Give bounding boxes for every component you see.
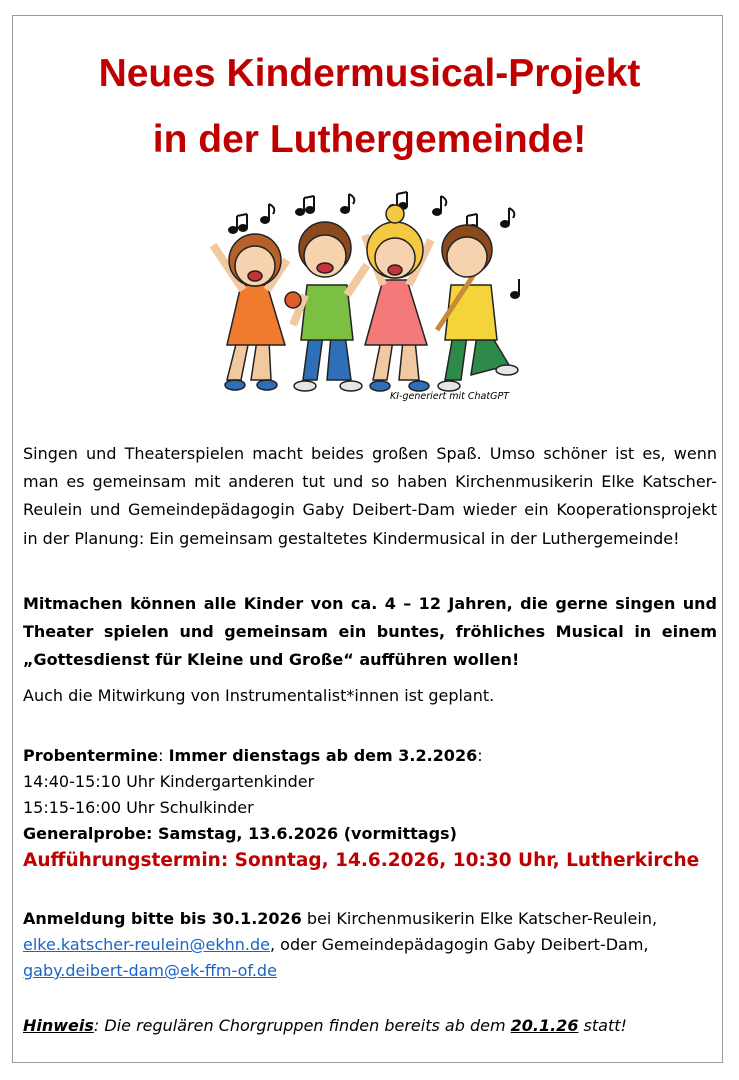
children-singing-illustration (205, 180, 535, 410)
hint-text: : Die regulären Chorgruppen finden bereits ab dem (93, 1016, 511, 1035)
registration-deadline: Anmeldung bitte bis 30.1.2026 (23, 909, 302, 928)
intro-paragraph: Singen und Theaterspielen macht beides großen Spaß. Umso schöner ist es, wenn man es gemeinsam mit anderen tut und so haben Kirchenmusikerin Elke Katscher-Reulein und Gemeindepädagogin Gaby Deibert-Dam wieder ein Kooperationsprojekt in der Planung: Ein gemeinsam gestaltetes Kindermusical in der Luthergemeinde! (23, 444, 717, 548)
schedule-colon: : (477, 746, 483, 765)
hint-end: statt! (578, 1016, 627, 1035)
performance-date: Aufführungstermin: Sonntag, 14.6.2026, 10:30 Uhr, Lutherkirche (23, 850, 700, 871)
registration-line-2 (23, 935, 649, 954)
title-line-2: in der Luthergemeinde! (152, 118, 587, 161)
registration-line-1 (23, 909, 657, 928)
email-link-gaby[interactable]: gaby.deibert-dam@ek-ffm-of.de (23, 961, 277, 980)
schedule-heading (23, 746, 483, 765)
registration-line-3 (23, 961, 277, 980)
schedule-sep: : (158, 746, 169, 765)
email-link-elke[interactable]: elke.katscher-reulein@ekhn.de (23, 935, 270, 954)
schedule-school: 15:15-16:00 Uhr Schulkinder (23, 798, 254, 817)
instrumentalists-note: Auch die Mitwirkung von Instrumentalist*innen ist geplant. (23, 686, 495, 705)
illustration-caption: KI-generiert mit ChatGPT (390, 391, 509, 402)
hint-line (23, 1016, 627, 1035)
hint-label: Hinweis (23, 1016, 94, 1035)
schedule-value: Immer dienstags ab dem 3.2.2026 (168, 746, 478, 765)
general-rehearsal: Generalprobe: Samstag, 13.6.2026 (vormittags) (23, 824, 457, 843)
schedule-kindergarten: 14:40-15:10 Uhr Kindergartenkinder (23, 772, 315, 791)
title-line-1: Neues Kindermusical-Projekt (98, 52, 641, 95)
participation-paragraph: Mitmachen können alle Kinder von ca. 4 – 12 Jahren, die gerne singen und Theater spielen und gemeinsam ein buntes, fröhliches Musical in einem „Gottesdienst für Kleine und Große“ aufführen wollen! (23, 594, 717, 669)
schedule-label: Probentermine (23, 746, 159, 765)
hint-date: 20.1.26 (510, 1016, 579, 1035)
registration-text-2: , oder Gemeindepädagogin Gaby Deibert-Dam, (269, 935, 649, 954)
registration-text-1: bei Kirchenmusikerin Elke Katscher-Reulein, (301, 909, 658, 928)
